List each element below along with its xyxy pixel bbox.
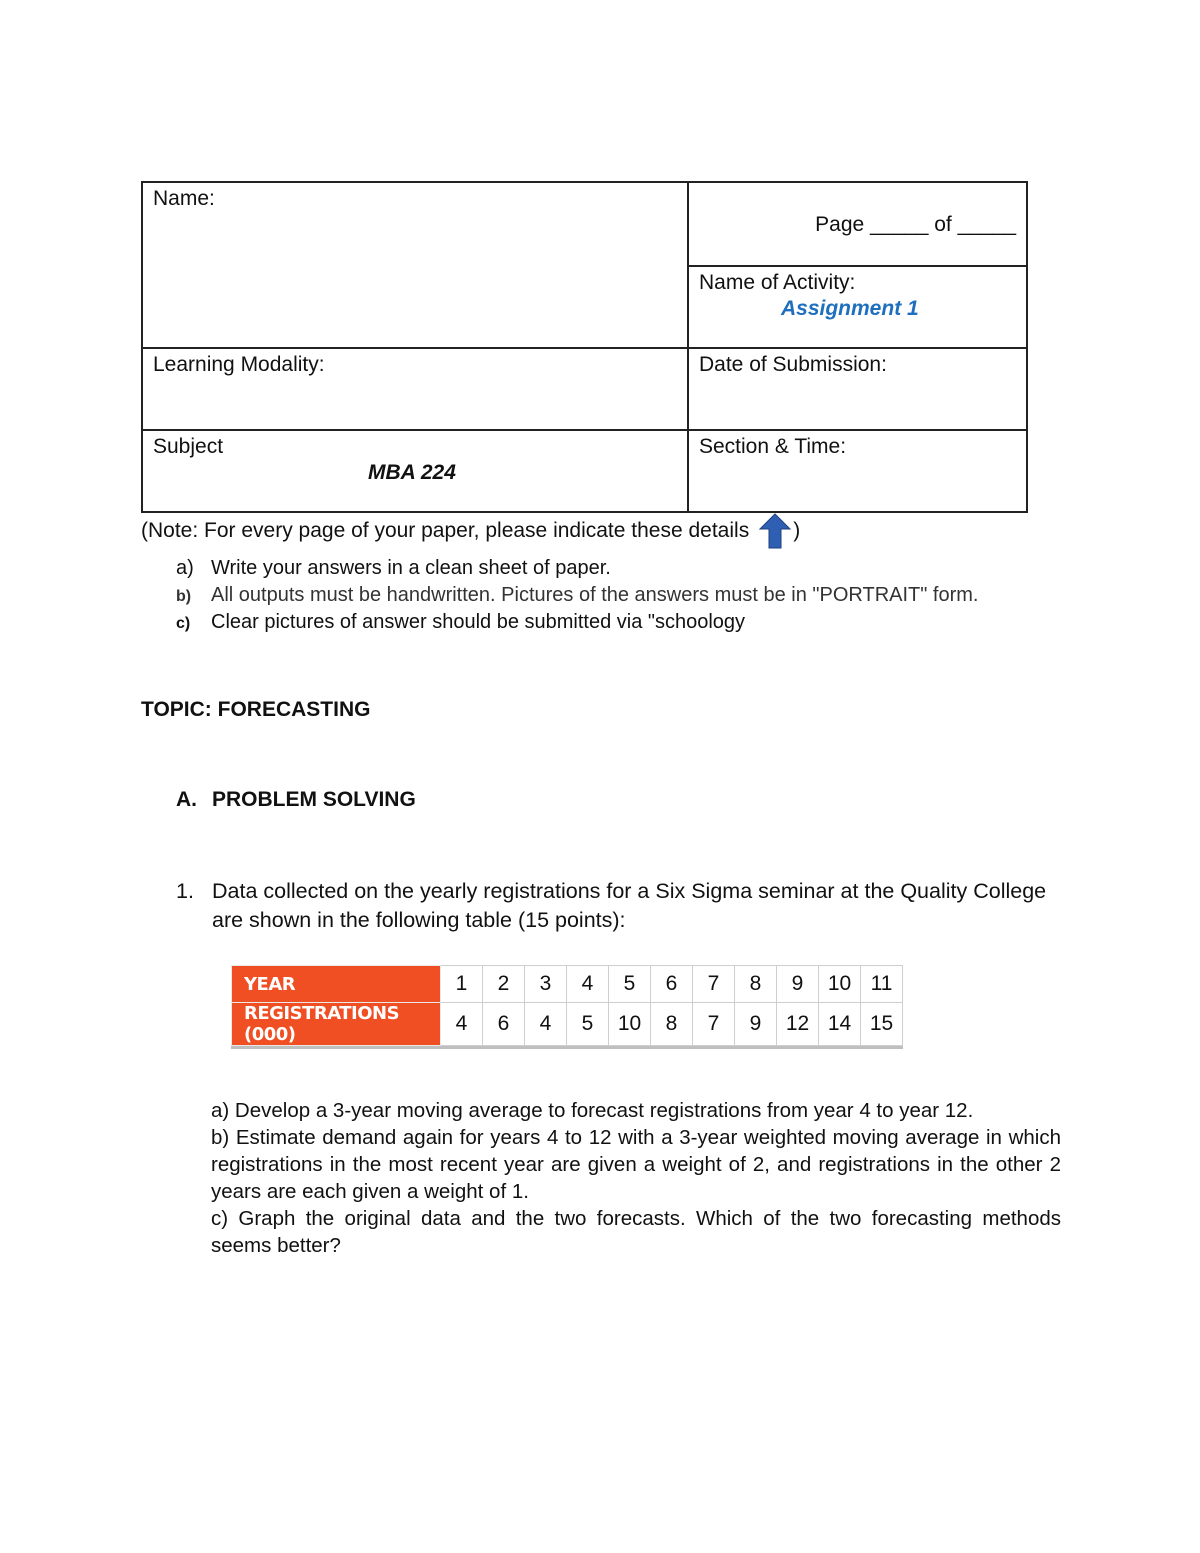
year-cell: 4: [567, 966, 609, 1003]
registrations-cell: 12: [777, 1003, 819, 1046]
part-b: b) Estimate demand again for years 4 to 12 with a 3-year weighted moving average in which registrations in the most recent year are given a weight of 2, and registrations in the other 2 years are each given a weight of 1.: [211, 1126, 1061, 1203]
registrations-row: [232, 1003, 903, 1046]
year-row: [232, 966, 903, 1003]
question-text: Data collected on the yearly registrations for a Six Sigma seminar at the Quality College are shown in the following table (15 points):: [212, 879, 1047, 932]
section-time-label: Section & Time:: [699, 435, 847, 458]
topic-heading: TOPIC: FORECASTING: [141, 698, 371, 721]
up-arrow-icon: [759, 513, 791, 549]
date-cell: [688, 348, 1027, 430]
registrations-table: [231, 965, 903, 1046]
instruction-item: [176, 611, 745, 634]
year-cell: 6: [651, 966, 693, 1003]
subject-value: MBA 224: [368, 461, 456, 484]
activity-cell: [688, 266, 1027, 349]
subject-cell: [142, 430, 688, 512]
year-cell: 9: [777, 966, 819, 1003]
date-label: Date of Submission:: [699, 353, 887, 376]
instruction-text: Clear pictures of answer should be submitted via "schoology: [211, 611, 746, 633]
registrations-cell: 5: [567, 1003, 609, 1046]
year-cell: 10: [819, 966, 861, 1003]
section-title: PROBLEM SOLVING: [212, 788, 416, 811]
note-text: (Note: For every page of your paper, please indicate these details: [141, 519, 750, 542]
modality-label: Learning Modality:: [153, 353, 325, 376]
instruction-marker: b): [176, 588, 192, 605]
registrations-cell: 6: [483, 1003, 525, 1046]
page-of-field: Page _____ of _____: [815, 213, 1016, 236]
registrations-cell: 7: [693, 1003, 735, 1046]
instruction-marker: c): [176, 615, 191, 632]
question-marker: 1.: [176, 879, 194, 903]
section-heading: [176, 788, 416, 812]
header-form-table: [141, 181, 1028, 513]
part-a: a) Develop a 3-year moving average to forecast registrations from year 4 to year 12.: [211, 1099, 974, 1122]
registrations-cell: 8: [651, 1003, 693, 1046]
year-cell: 1: [441, 966, 483, 1003]
instruction-item: [176, 557, 611, 580]
activity-label: Name of Activity:: [699, 270, 856, 294]
year-cell: 11: [861, 966, 903, 1003]
registrations-cell: 4: [441, 1003, 483, 1046]
page-cell: [688, 182, 1027, 266]
registrations-header: REGISTRATIONS (000): [232, 1003, 441, 1046]
name-cell: [142, 182, 688, 348]
registrations-cell: 9: [735, 1003, 777, 1046]
section-marker: A.: [176, 788, 197, 811]
instruction-text: All outputs must be handwritten. Pictures of the answers must be in "PORTRAIT" form.: [211, 584, 979, 606]
section-time-cell: [688, 430, 1027, 512]
instruction-marker: a): [176, 557, 194, 579]
note-line: [141, 513, 800, 549]
part-c: c) Graph the original data and the two forecasts. Which of the two forecasting methods seems better?: [211, 1207, 1061, 1257]
year-cell: 3: [525, 966, 567, 1003]
question-parts: [211, 1097, 1061, 1259]
year-cell: 8: [735, 966, 777, 1003]
registrations-cell: 15: [861, 1003, 903, 1046]
modality-cell: [142, 348, 688, 430]
year-cell: 7: [693, 966, 735, 1003]
name-label: Name:: [153, 187, 215, 210]
year-cell: 5: [609, 966, 651, 1003]
registrations-cell: 4: [525, 1003, 567, 1046]
instruction-text: Write your answers in a clean sheet of paper.: [211, 557, 611, 579]
registrations-cell: 10: [609, 1003, 651, 1046]
year-header: YEAR: [232, 966, 441, 1003]
activity-value: Assignment 1: [781, 296, 919, 320]
registrations-cell: 14: [819, 1003, 861, 1046]
subject-label: Subject: [153, 435, 224, 458]
question-1: [176, 877, 1066, 935]
note-close: ): [793, 519, 801, 542]
instruction-item: [176, 584, 978, 607]
year-cell: 2: [483, 966, 525, 1003]
